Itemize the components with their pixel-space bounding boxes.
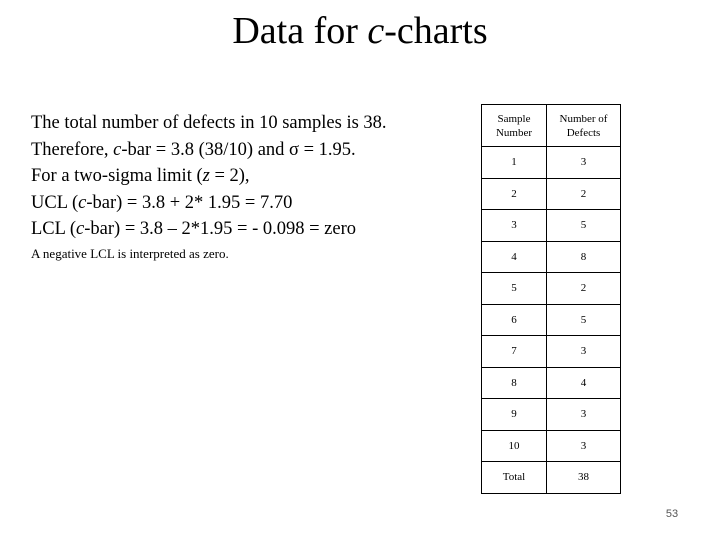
table-row: [482, 178, 621, 210]
table-row: [482, 273, 621, 305]
sample-number-cell: 9: [482, 399, 547, 431]
table-row: [482, 336, 621, 368]
table-row: [482, 241, 621, 273]
defects-count-cell: 8: [547, 241, 621, 273]
sample-number-cell: 6: [482, 304, 547, 336]
defects-count-cell: 2: [547, 273, 621, 305]
table-row: [482, 399, 621, 431]
sigma-limit-line: For a two-sigma limit (z = 2),: [31, 166, 250, 186]
total-row: [482, 462, 621, 494]
total-value: 38: [547, 462, 621, 494]
table-row: [482, 367, 621, 399]
sample-number-cell: 3: [482, 210, 547, 242]
defects-count-cell: 3: [547, 147, 621, 179]
negative-lcl-note: A negative LCL is interpreted as zero.: [31, 245, 229, 261]
page-number: 53: [665, 508, 679, 520]
table-row: [482, 147, 621, 179]
title-suffix: -charts: [384, 10, 488, 52]
slide-title: [0, 8, 720, 54]
total-label: Total: [482, 462, 547, 494]
defects-table: [481, 104, 621, 494]
sample-number-cell: 5: [482, 273, 547, 305]
sample-number-cell: 2: [482, 178, 547, 210]
title-text: Data for: [232, 10, 368, 52]
table-row: [482, 210, 621, 242]
sample-number-cell: 1: [482, 147, 547, 179]
ucl-line: UCL (c-bar) = 3.8 + 2* 1.95 = 7.70: [31, 192, 293, 213]
table-header-row: [482, 105, 621, 147]
defects-count-cell: 5: [547, 304, 621, 336]
lcl-line: LCL (c-bar) = 3.8 – 2*1.95 = - 0.098 = zero: [31, 219, 357, 239]
defects-count-cell: 2: [547, 178, 621, 210]
defects-count-cell: 5: [547, 210, 621, 242]
sample-number-cell: 10: [482, 430, 547, 462]
sample-number-cell: 8: [482, 367, 547, 399]
defects-count-cell: 4: [547, 367, 621, 399]
sample-number-cell: 4: [482, 241, 547, 273]
table-row: [482, 430, 621, 462]
defects-total-line: The total number of defects in 10 samples is 38.: [31, 113, 387, 133]
explanation-text: [31, 110, 461, 262]
title-variable: c: [367, 10, 385, 52]
c-bar-line: Therefore, c-bar = 3.8 (38/10) and σ = 1.95.: [31, 139, 356, 160]
sample-number-cell: 7: [482, 336, 547, 368]
header-sample-number: Sample Number: [482, 105, 547, 147]
header-number-of-defects: Number of Defects: [547, 105, 621, 147]
defects-count-cell: 3: [547, 336, 621, 368]
defects-count-cell: 3: [547, 430, 621, 462]
table-row: [482, 304, 621, 336]
defects-count-cell: 3: [547, 399, 621, 431]
